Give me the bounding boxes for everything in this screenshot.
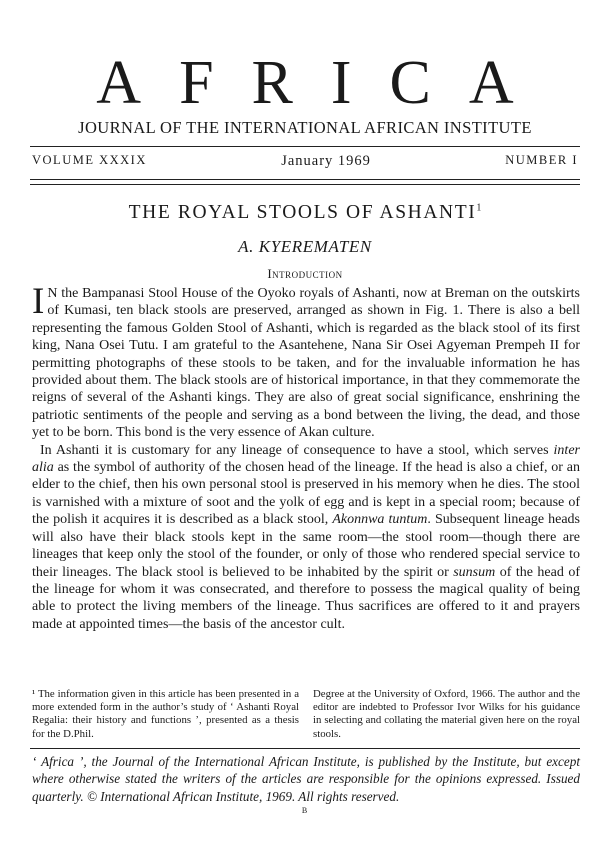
issue-number: NUMBER I [505,153,578,167]
issue-line [32,153,578,170]
publisher-notice: ‘ Africa ’, the Journal of the International African Institute, is published by the Institute, but except where otherwise stated the writers of the articles are responsible for the opinions expressed. Issued quarterly. © International African Institute, 1969. All rights reserved. [32,754,580,804]
paragraph-2-text-d: of the head of the lineage for whom it was consecrated, and therefore to possess the magical quality of being able to protect the living members of the lineage. Thus sacrifices are offered to it and prayers made at appointed times—the basis of the ancestor cult. [32,564,581,632]
article-author: A. KYEREMATEN [238,237,372,256]
header-rule-mid [30,179,580,180]
journal-subtitle: JOURNAL OF THE INTERNATIONAL AFRICAN INSTITUTE [78,118,532,137]
header-rule-bottom [30,184,580,185]
paragraph-2-text-b: as the symbol of authority of the chosen head of the lineage. If the head is also a chief, or an elder to the chief, then his own personal stool is preserved in his memory when he dies. The stool is varnished with a mixture of soot and the yolk of egg and is kept in a special room; because of the polish it acquires it is described as a black stool, [32,460,580,528]
article-title-text: THE ROYAL STOOLS OF ASHANTI [128,202,477,223]
drop-cap: I [32,281,45,322]
paragraph-1-text: N the Bampanasi Stool House of the Oyoko royals of Ashanti, now at Breman on the outskirts of Kumasi, ten black stools are preserved, arranged as shown in Fig. 1. There is also a bell representing the famous Golden Stool of Ashanti, which is regarded as the black stool of its first king, Nana Osei Tutu. I am grateful to the Asantehene, Nana Sir Osei Agyeman Prempeh II for permitting photographs of these stools to be taken, and for the invaluable information he has provided about them. The black stools are of historical importance, in that they commemorate the reigns of several of the Ashanti kings. They are also of great social significance, enshrining the patriotic sentiments of the people and serving as a bond between the living, the dead, and those yet to be born. This bond is the very essence of Akan culture. [32,286,580,441]
paragraph-2-text-a: In Ashanti it is customary for any lineage of consequence to have a stool, which serves [40,442,554,458]
paragraph-2-italic-inter-alia: inter alia [32,442,580,476]
article-body [32,281,581,633]
volume-label: VOLUME XXXIX [32,153,147,167]
masthead-title: AFRICA [96,49,552,117]
paragraph-2-text-c: . Subsequent lineage heads will also have their black stools kept in the same room—the stool room—though there are lineages that keep only the stool of the founder, or only of those who rendered special service to their lineages. The black stool is believed to be inhabited by the spirit or [32,512,580,580]
article-title [0,202,610,224]
paragraph-2-italic-sunsum: sunsum [453,564,496,580]
section-heading: Introduction [267,266,343,281]
signature-mark: B [301,806,309,815]
footnote-marker: 1 [476,202,482,214]
footnote-right: Degree at the University of Oxford, 1966. The author and the editor are indebted to Professor Ivor Wilks for his guidance in selecting and collating the material given here on the royal stools. [313,688,580,740]
footnote-left: ¹ The information given in this article has been presented in a more extended form in the author’s study of ‘ Ashanti Royal Regalia: their history and functions ’, presented as a thesis for the D.Phil. [32,688,299,740]
paragraph-2-italic-akonnwa: Akonnwa tuntum [332,512,428,528]
issue-date: January 1969 [281,153,371,169]
paragraph-2 [32,442,580,633]
notice-rule [30,748,580,749]
footnote [32,688,580,741]
header-rule-top [30,146,580,147]
paragraph-1 [32,281,580,442]
